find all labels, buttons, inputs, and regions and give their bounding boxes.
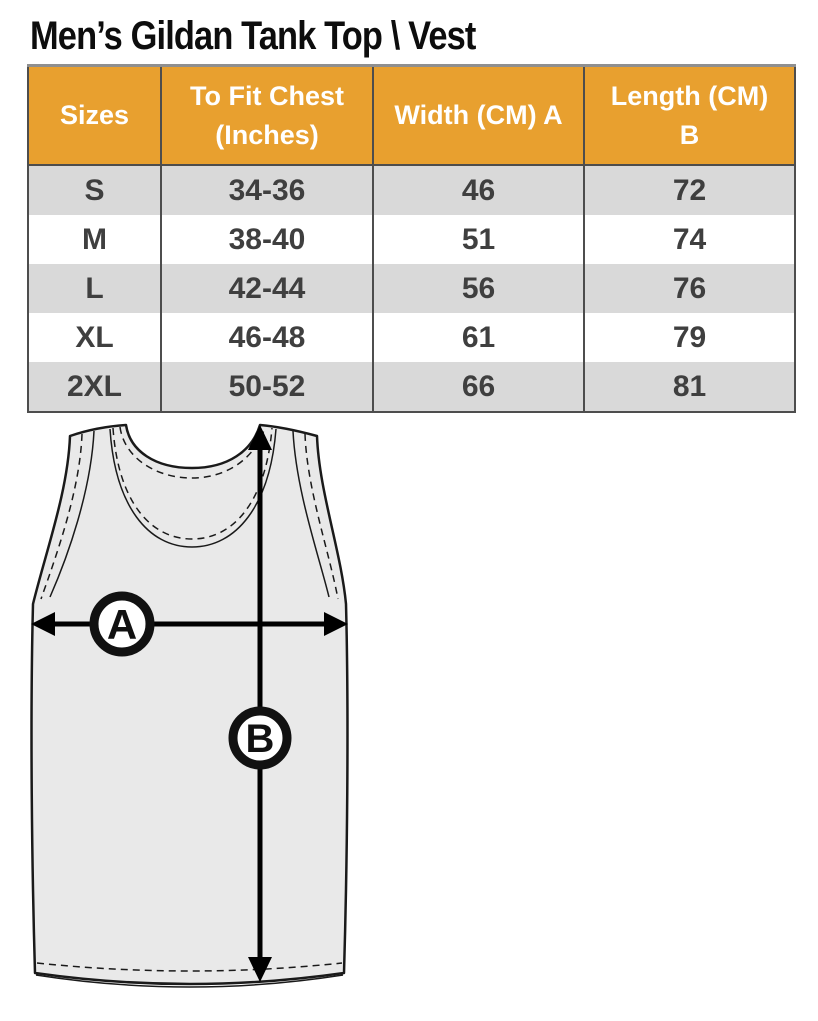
header-cell-chest <box>161 66 373 166</box>
cell-size: M <box>28 215 161 264</box>
cell-width: 46 <box>373 165 584 215</box>
cell-width: 61 <box>373 313 584 362</box>
marker-b-label: B <box>245 717 275 761</box>
header-row <box>28 66 795 166</box>
cell-size: L <box>28 264 161 313</box>
tank-top-outline <box>32 425 348 984</box>
cell-length: 74 <box>584 215 795 264</box>
header-text: To Fit Chest <box>190 81 344 112</box>
header-text: Sizes <box>59 100 130 131</box>
header-text: B <box>679 119 700 150</box>
cell-size: XL <box>28 313 161 362</box>
size-chart-table <box>27 64 796 413</box>
cell-width: 51 <box>373 215 584 264</box>
header-cell-sizes <box>28 66 161 166</box>
cell-chest: 42-44 <box>161 264 373 313</box>
table-row <box>28 362 795 412</box>
header-text: Width (CM) A <box>394 100 563 131</box>
cell-size: 2XL <box>28 362 161 412</box>
header-cell-length <box>584 66 795 166</box>
cell-chest: 46-48 <box>161 313 373 362</box>
cell-size: S <box>28 165 161 215</box>
cell-chest: 38-40 <box>161 215 373 264</box>
header-text: (Inches) <box>215 119 319 150</box>
header-cell-width <box>373 66 584 166</box>
cell-width: 56 <box>373 264 584 313</box>
cell-length: 72 <box>584 165 795 215</box>
cell-length: 76 <box>584 264 795 313</box>
page-title: Men’s Gildan Tank Top \ Vest <box>30 14 476 58</box>
table-row <box>28 165 795 215</box>
cell-chest: 50-52 <box>161 362 373 412</box>
marker-a-label: A <box>106 601 138 648</box>
table-row <box>28 215 795 264</box>
cell-length: 81 <box>584 362 795 412</box>
tank-top-diagram <box>0 421 818 1003</box>
table-row <box>28 264 795 313</box>
cell-width: 66 <box>373 362 584 412</box>
cell-length: 79 <box>584 313 795 362</box>
table-row <box>28 313 795 362</box>
header-text: Length (CM) <box>610 81 769 112</box>
length-marker-b <box>233 711 287 765</box>
width-marker-a <box>94 596 150 652</box>
cell-chest: 34-36 <box>161 165 373 215</box>
